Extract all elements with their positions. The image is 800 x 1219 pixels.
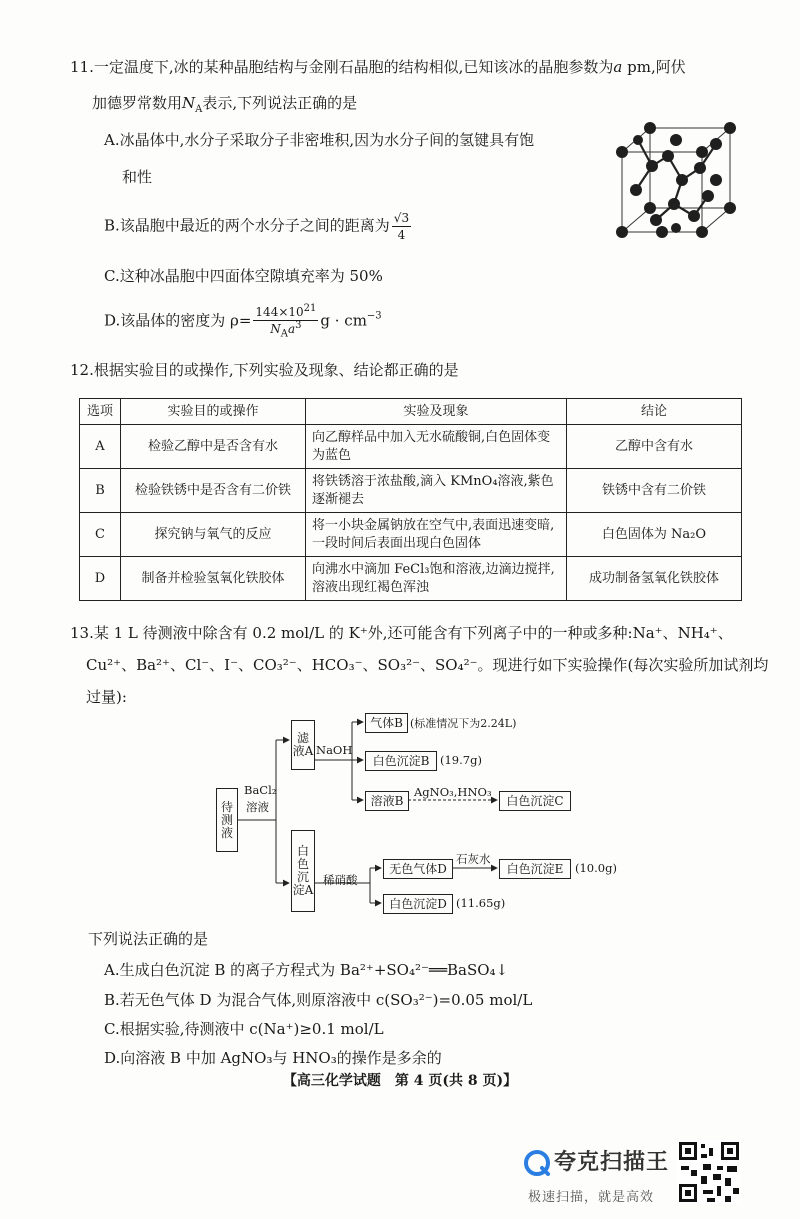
q13-stem-line2: Cu²⁺、Ba²⁺、Cl⁻、I⁻、CO₃²⁻、HCO₃⁻、SO₃²⁻、SO₄²⁻。现进行如下实验操作(每次实验所加试剂均 [86,656,769,674]
row-phenomenon: 将铁锈溶于浓盐酸,滴入 KMnO₄溶液,紫色逐渐褪去 [306,469,567,513]
flow-white-precip-a-box: 白色沉淀A [291,830,315,912]
row-conclusion: 铁锈中含有二价铁 [567,469,742,513]
flow-solution-b-box: 溶液B [365,791,409,811]
q12-stem: 12.根据实验目的或操作,下列实验及现象、结论都正确的是 [70,361,459,379]
q13-prompt: 下列说法正确的是 [88,930,209,948]
flow-white-b-box: 白色沉淀B [365,751,437,771]
flow-gas-d-box: 无色气体D [383,859,453,879]
q13-stem-line3: 过量): [86,688,127,706]
q13-option-b: B.若无色气体 D 为混合气体,则原溶液中 c(SO₃²⁻)=0.05 mol/L [104,991,533,1009]
flow-sample-box: 待测液 [216,788,238,852]
row-purpose: 制备并检验氢氧化铁胶体 [121,557,306,601]
row-option: D [80,557,121,601]
scanner-logo-icon [524,1150,550,1176]
flow-white-e-note: (10.0g) [575,861,617,875]
q11-stem-line1: 11.一定温度下,冰的某种晶胞结构与金刚石晶胞的结构相似,已知该冰的晶胞参数为a pm,阿伏 [70,58,686,76]
q11-option-b: B.该晶胞中最近的两个水分子之间的距离为 $\frac{√3}{4}$ [104,211,410,242]
q11-option-a-line1: A.冰晶体中,水分子采取分子非密堆积,因为水分子间的氢键具有饱 [104,131,535,149]
flow-white-d-box: 白色沉淀D [383,894,453,914]
q11-stem-line2: 加德罗常数用$N_A$表示,下列说法正确的是 [92,94,358,115]
page-footer: 【高三化学试题 第 4 页(共 8 页)】 [282,1073,518,1089]
flow-reagent-naoh: NaOH [316,743,353,757]
header-purpose: 实验目的或操作 [121,399,306,425]
flow-reagent-agno3: AgNO₃,HNO₃ [414,785,492,799]
flow-reagent-solution: 溶液 [246,800,269,814]
row-purpose: 探究钠与氧气的反应 [121,513,306,557]
q13-option-a: A.生成白色沉淀 B 的离子方程式为 Ba²⁺+SO₄²⁻══BaSO₄↓ [104,961,509,979]
row-purpose: 检验乙醇中是否含有水 [121,425,306,469]
flow-gas-b-box: 气体B [365,713,408,733]
row-phenomenon: 将一小块金属钠放在空气中,表面迅速变暗,一段时间后表面出现白色固体 [306,513,567,557]
q13-option-d: D.向溶液 B 中加 AgNO₃与 HNO₃的操作是多余的 [104,1049,442,1067]
row-conclusion: 乙醇中含有水 [567,425,742,469]
q13-stem-line1: 13.某 1 L 待测液中除含有 0.2 mol/L 的 K⁺外,还可能含有下列离子中的一种或多种:Na⁺、NH₄⁺、 [70,624,733,642]
scanner-slogan: 极速扫描，就是高效 [528,1190,655,1205]
flow-reagent-limewater: 石灰水 [456,852,491,866]
flow-gas-b-note: (标准情况下为2.24L) [410,717,517,730]
row-option: C [80,513,121,557]
flow-reagent-bacl2: BaCl₂ [244,783,277,797]
row-purpose: 检验铁锈中是否含有二价铁 [121,469,306,513]
q11-option-c: C.这种冰晶胞中四面体空隙填充率为 50% [104,267,383,285]
header-option: 选项 [80,399,121,425]
q11-option-d: D.该晶体的密度为 ρ= $\frac{144\times 10^{21}}{N_Aa^3}$ $g \cdot cm^{-3}$ [104,303,382,340]
q11-option-a-line2: 和性 [122,168,153,186]
row-option: A [80,425,121,469]
flow-reagent-dilute-hno3: 稀硝酸 [323,873,358,887]
flow-white-b-note: (19.7g) [440,753,482,767]
row-option: B [80,469,121,513]
row-phenomenon: 向沸水中滴加 FeCl₃饱和溶液,边滴边搅拌,溶液出现红褐色浑浊 [306,557,567,601]
row-phenomenon: 向乙醇样品中加入无水硫酸铜,白色固体变为蓝色 [306,425,567,469]
header-phenomenon: 实验及现象 [306,399,567,425]
header-conclusion: 结论 [567,399,742,425]
flow-white-d-note: (11.65g) [456,896,506,910]
flow-white-c-box: 白色沉淀C [499,791,571,811]
qr-code-icon [677,1140,741,1204]
row-conclusion: 成功制备氢氧化铁胶体 [567,557,742,601]
flow-filtrate-a-box: 滤液A [291,720,315,770]
scanner-brand: 夸克扫描王 [554,1150,670,1175]
row-conclusion: 白色固体为 Na₂O [567,513,742,557]
flow-white-e-box: 白色沉淀E [499,859,571,879]
q13-option-c: C.根据实验,待测液中 c(Na⁺)≥0.1 mol/L [104,1020,384,1038]
